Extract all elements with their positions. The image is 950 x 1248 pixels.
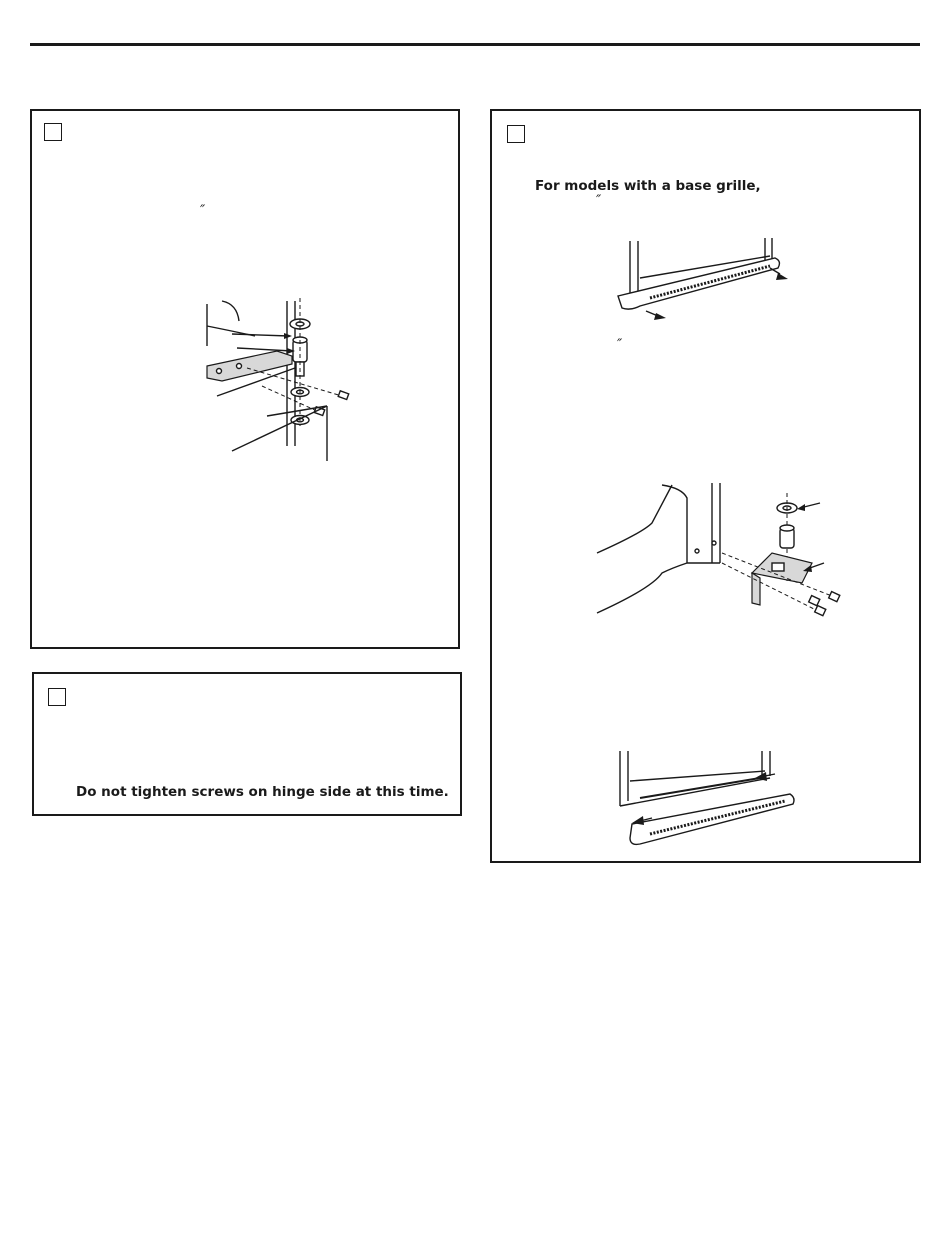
step-panel-hinge-removal [30, 109, 460, 649]
bottom-hinge-illustration [592, 483, 852, 633]
warning-text: Do not tighten screws on hinge side at this time. [76, 784, 449, 800]
inch-mark: ″ [200, 203, 206, 219]
step-panel-loosen-screws [32, 672, 462, 816]
step-number-box [507, 125, 525, 143]
top-rule [30, 43, 920, 46]
inch-mark: ″ [617, 337, 623, 353]
grille-note: For models with a base grille, [535, 178, 761, 194]
step-panel-base-grille [490, 109, 921, 863]
hinge-exploded-illustration [177, 296, 357, 476]
step-number-box [48, 688, 66, 706]
grille-removal-illustration [610, 236, 810, 326]
inch-mark: ″ [596, 193, 602, 209]
step-number-box [44, 123, 62, 141]
grille-install-illustration [610, 746, 810, 846]
